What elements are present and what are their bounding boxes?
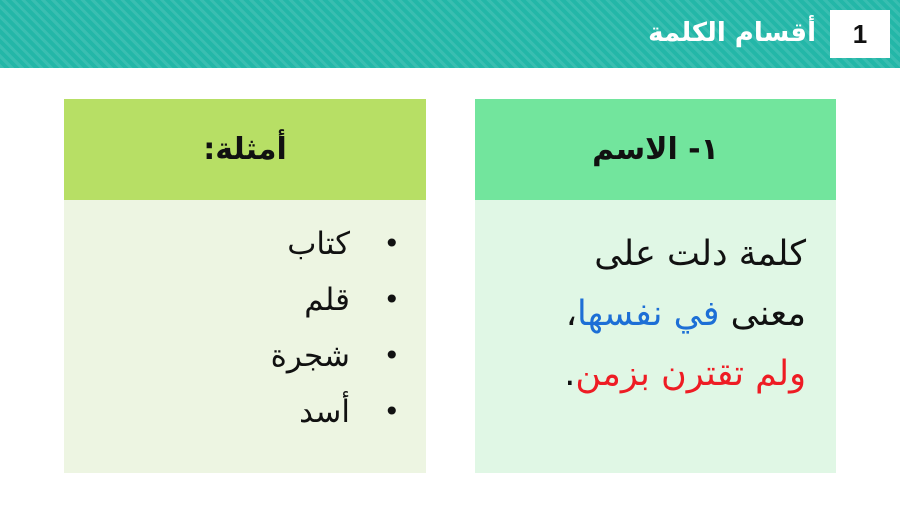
definition-line-1: كلمة دلت على: [594, 234, 806, 274]
definition-line-3: [495, 344, 806, 404]
bullet-icon: •: [383, 283, 400, 316]
examples-body: [64, 200, 426, 473]
list-item: [64, 272, 426, 328]
list-item: [64, 216, 426, 272]
list-item: [64, 328, 426, 384]
noun-body: [475, 200, 836, 473]
header-banner: [0, 0, 900, 68]
definition-line-2: [495, 284, 806, 344]
bullet-icon: •: [383, 227, 400, 260]
example-word: أسد: [299, 394, 350, 430]
definition-comma: ،: [565, 294, 577, 334]
definition-period: .: [564, 354, 576, 394]
definition-highlight-blue: في نفسها: [576, 294, 720, 334]
bullet-icon: •: [383, 339, 400, 372]
bullet-icon: •: [383, 395, 400, 428]
example-word: قلم: [304, 282, 350, 318]
examples-heading: أمثلة:: [64, 99, 426, 200]
noun-heading: ١- الاسم: [475, 99, 836, 200]
definition-word: معنى: [730, 294, 806, 334]
noun-card: [475, 99, 836, 473]
example-word: شجرة: [270, 338, 350, 374]
examples-card: [64, 99, 426, 473]
example-word: كتاب: [287, 226, 350, 262]
list-item: [64, 384, 426, 440]
definition-highlight-red: ولم تقترن بزمن: [575, 354, 806, 394]
slide-number-badge: 1: [830, 10, 890, 58]
noun-definition: [475, 200, 836, 404]
examples-list: [64, 200, 426, 440]
slide-title: أقسام الكلمة: [648, 18, 816, 48]
